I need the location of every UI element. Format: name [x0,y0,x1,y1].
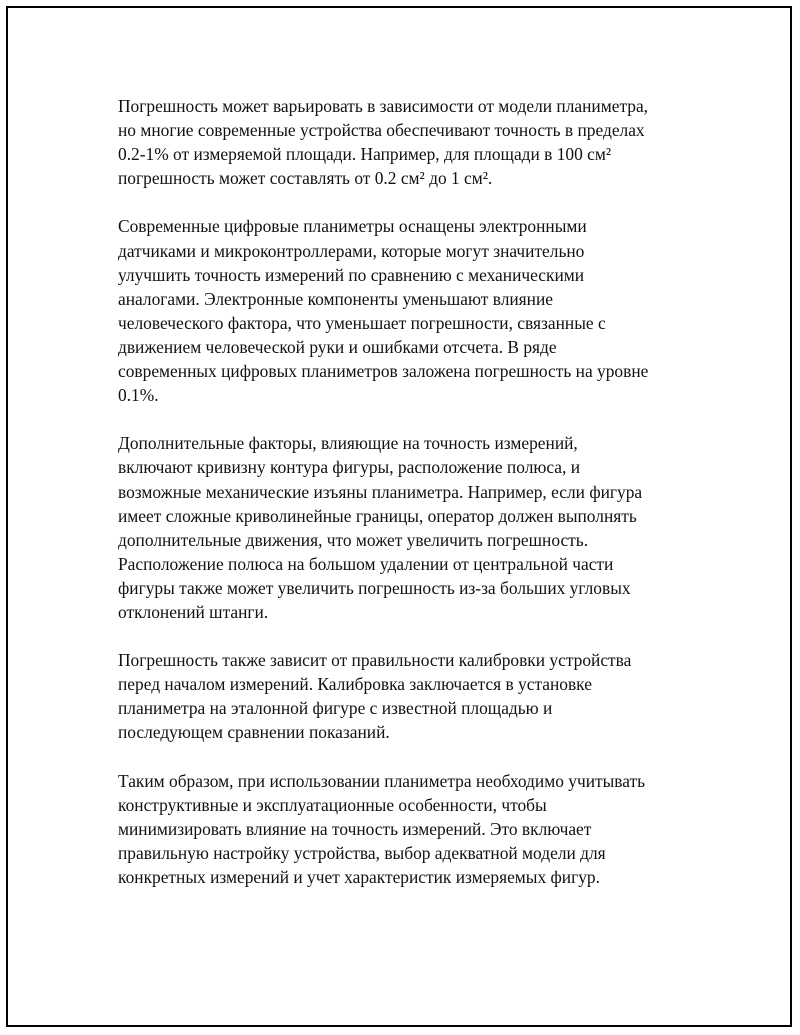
paragraph-3 [118,431,698,624]
text-line: планиметра на эталонной фигуре с известной площадью и [118,698,553,719]
text-line: дополнительные движения, что может увеличить погрешность. [118,529,589,550]
text-line: минимизировать влияние на точность измерений. Это включает [118,818,592,839]
text-line: Расположение полюса на большом удалении от центральной части [118,553,614,574]
paragraph-4 [118,648,698,744]
text-line: правильную настройку устройства, выбор адекватной модели для [118,842,606,863]
text-line: аналогами. Электронные компоненты уменьшают влияние [118,288,554,309]
text-line: включают кривизну контура фигуры, расположение полюса, и [118,457,581,478]
text-line: отклонений штанги. [118,601,269,622]
text-line: Современные цифровые планиметры оснащены электронными [118,216,587,237]
text-line: конструктивные и эксплуатационные особенности, чтобы [118,794,547,815]
text-line: последующем сравнении показаний. [118,722,390,743]
paragraph-2 [118,214,698,407]
text-line: 0.1%. [118,385,159,406]
text-line: датчиками и микроконтроллерами, которые могут значительно [118,240,585,261]
text-line: Погрешность может варьировать в зависимости от модели планиметра, [118,96,649,116]
paragraph-5 [118,769,698,889]
text-line: улучшить точность измерений по сравнению с механическими [118,264,585,285]
text-line: возможные механические изъяны планиметра. Например, если фигура [118,481,643,502]
text-line: фигуры также может увеличить погрешность из-за больших угловых [118,577,631,598]
paragraph-1 [118,94,698,190]
text-line: современных цифровых планиметров заложена погрешность на уровне [118,361,649,382]
text-line: Дополнительные факторы, влияющие на точность измерений, [118,433,578,454]
text-line: Погрешность также зависит от правильности калибровки устройства [118,650,632,671]
text-line: движением человеческой руки и ошибками отсчета. В ряде [118,336,557,357]
text-line: Таким образом, при использовании планиметра необходимо учитывать [118,770,646,791]
text-line: 0.2-1% от измеряемой площади. Например, для площади в 100 см² [118,144,612,165]
text-line: погрешность может составлять от 0.2 см² до 1 см². [118,168,493,189]
text-line: человеческого фактора, что уменьшает погрешности, связанные с [118,312,606,333]
text-line: но многие современные устройства обеспечивают точность в пределах [118,120,645,141]
text-line: имеет сложные криволинейные границы, оператор должен выполнять [118,505,637,526]
text-line: конкретных измерений и учет характеристик измеряемых фигур. [118,867,600,887]
document-body [118,94,698,913]
text-line: перед началом измерений. Калибровка заключается в установке [118,674,592,695]
